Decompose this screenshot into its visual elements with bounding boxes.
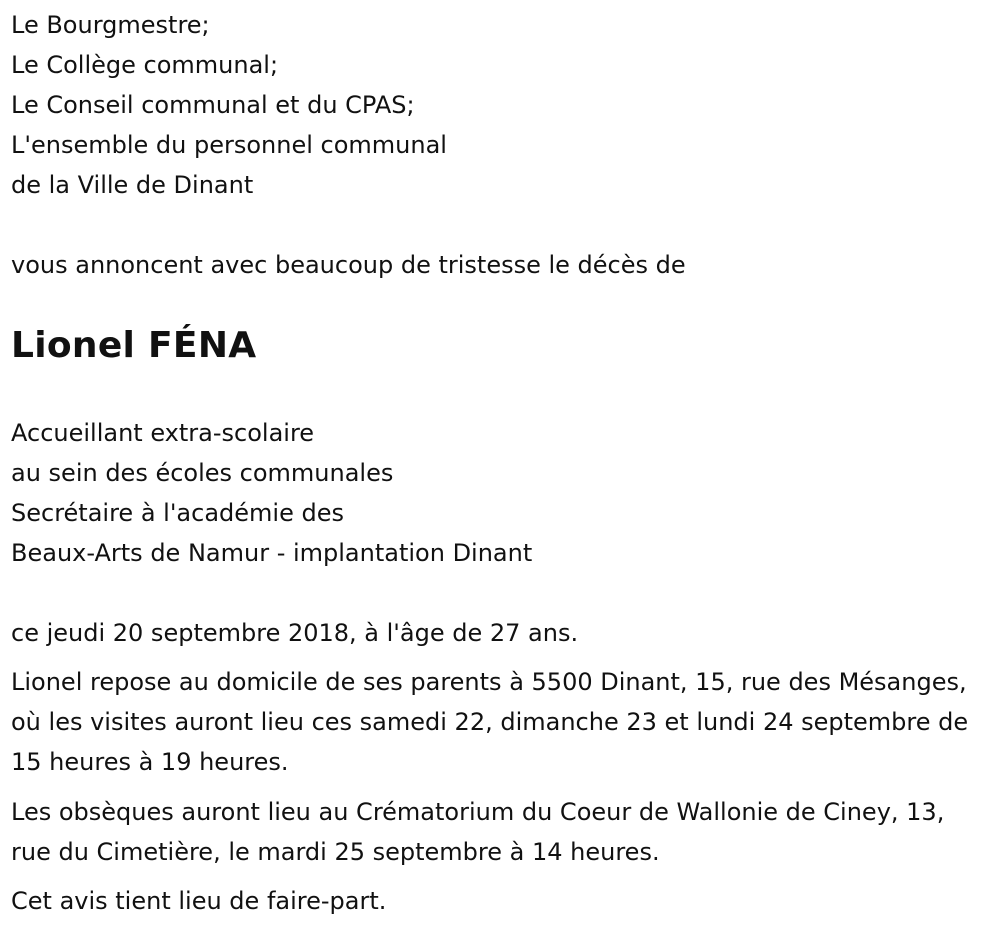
role-line-4: Beaux-Arts de Namur - implantation Dinant xyxy=(11,539,533,567)
visitation-paragraph: Lionel repose au domicile de ses parents à 5500 Dinant, 15, rue des Mésanges, où les visites auront lieu ces samedi 22, dimanche 23 et lundi 24 septembre de 15 heures à 19 heures. xyxy=(11,668,969,776)
header-line-mayor: Le Bourgmestre; xyxy=(11,11,210,39)
role-line-3: Secrétaire à l'académie des xyxy=(11,499,344,527)
header-line-city: de la Ville de Dinant xyxy=(11,171,254,199)
closing-line: Cet avis tient lieu de faire-part. xyxy=(11,887,387,915)
role-line-1: Accueillant extra-scolaire xyxy=(11,419,315,447)
header-line-staff: L'ensemble du personnel communal xyxy=(11,131,447,159)
header-line-council: Le Conseil communal et du CPAS; xyxy=(11,91,415,119)
announcement-text: vous annoncent avec beaucoup de tristesse le décès de xyxy=(11,251,686,279)
deceased-name: Lionel FÉNA xyxy=(11,325,257,366)
header-line-college: Le Collège communal; xyxy=(11,51,279,79)
date-line: ce jeudi 20 septembre 2018, à l'âge de 27 ans. xyxy=(11,619,579,647)
role-line-2: au sein des écoles communales xyxy=(11,459,394,487)
funeral-paragraph: Les obsèques auront lieu au Crématorium du Coeur de Wallonie de Ciney, 13, rue du Cimetière, le mardi 25 septembre à 14 heures. xyxy=(11,798,945,866)
